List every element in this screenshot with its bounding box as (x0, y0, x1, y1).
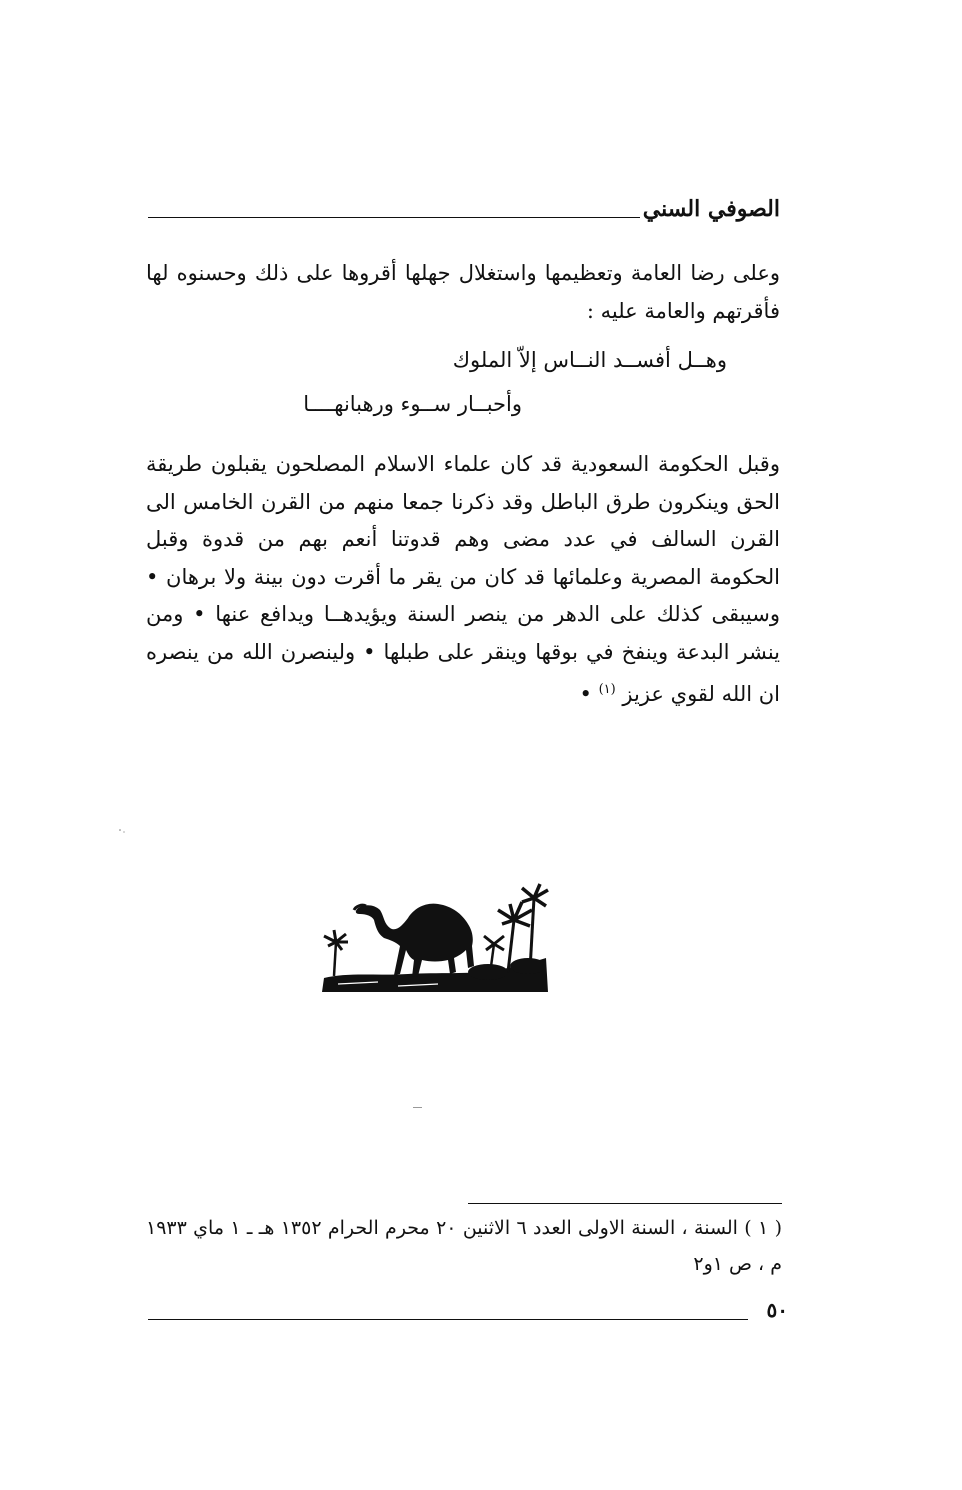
paragraph-2-text: وقبل الحكومة السعودية قد كان علماء الاسلام المصلحون يقبلون طريقة الحق وينكرون طرق الباطل وقد ذكرنا جمعا منهم من القرن الخامس الى القرن السالف في عدد مضى وهم قدوتنا أنعم بهم من قدوة وقبل الحكومة المصرية وعلمائها قد كان من يقر ما أقرت دون بينة ولا برهان • وسيبقى كذلك على الدهر من ينصر السنة ويؤيدهــا ويدافع عنها • ومن ينشر البدعة وينفخ في بوقها وينقر على طبلها • ولينصرن الله من ينصره ان الله لقوي عزيز (146, 452, 780, 706)
paragraph-1: وعلى رضا العامة وتعظيمها واستغلال جهلها أقروها على ذلك وحسنوه لها فأقرتهم والعامة عليه : (146, 261, 780, 323)
footnote-reference: (١) (598, 682, 616, 697)
verse-line-2: وأحبــار ســوء ورهبانهــــا (303, 392, 522, 416)
footnote: ( ١ ) السنة ، السنة الاولى العدد ٦ الاثنين ٢٠ محرم الحرام ١٣٥٢ هـ ـ ١ ماي ١٩٣٣ م ، ص ١و٢ (146, 1217, 783, 1275)
verse-line-1: وهــل أفســد النــاس إلاّ الملوك (452, 348, 727, 372)
running-header-title: الصوفي السني (642, 196, 780, 222)
paragraph-2-end: • (579, 682, 599, 706)
page-number: ٥٠ (766, 1298, 788, 1322)
